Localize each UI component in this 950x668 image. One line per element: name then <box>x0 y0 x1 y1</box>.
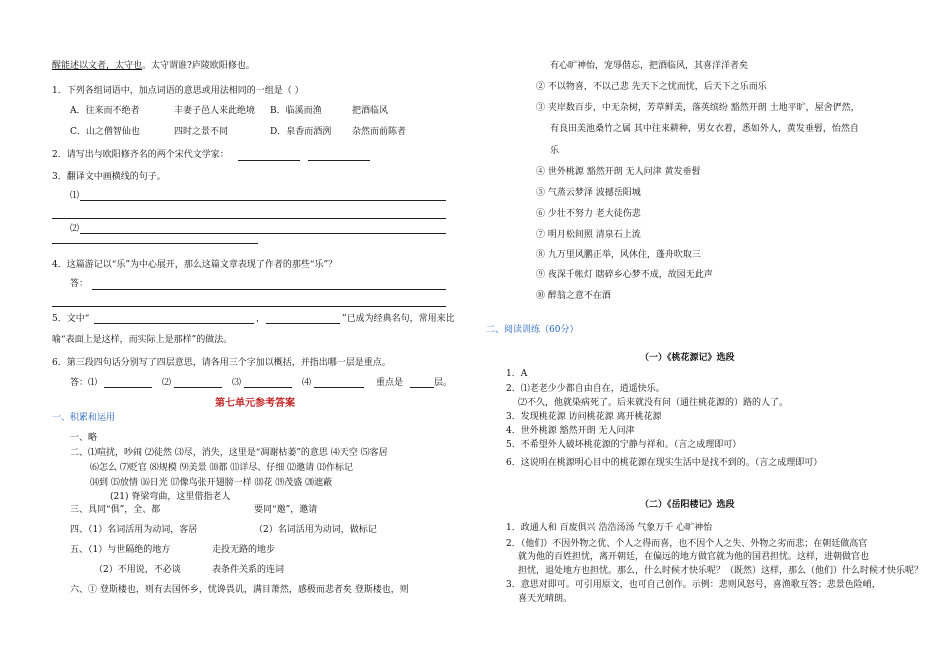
right-line-8: ⑥ 少壮不努力 老大徒伤悲 <box>536 209 641 219</box>
answer-line <box>80 233 446 234</box>
reading-1-answer-3: 3．发现桃花源 访问桃花源 离开桃花源 <box>506 412 662 422</box>
right-line-5: 乐 <box>550 146 560 156</box>
answer-line <box>52 218 446 219</box>
subsection-1-title: （一）《桃花源记》选段 <box>640 353 735 363</box>
reading-2-answer-1: 1．政通人和 百废俱兴 浩浩汤汤 气象万千 心旷神怡 <box>506 523 713 533</box>
q1-option-a2: 丰妻子邑人来此绝境 <box>174 106 256 116</box>
answer-1: 一、略 <box>70 433 98 443</box>
answer-4-b: （2）名词活用为动词，做标记 <box>254 525 377 535</box>
q1-option-b2: 把酒临风 <box>352 106 389 116</box>
reading-1-answer-1: 1．A <box>506 369 528 379</box>
right-line-1: 有心旷神怡，宠辱偕忘，把酒临风，其喜洋洋者矣 <box>550 61 749 71</box>
answer-line <box>52 306 446 307</box>
answer-line <box>92 289 446 290</box>
question-5-c: ”已成为经典名句，常用来比 <box>342 314 455 324</box>
right-line-7: ⑤ 气蒸云梦泽 波撼岳阳城 <box>536 188 641 198</box>
q1-option-c2: 四时之景不同 <box>174 127 229 137</box>
reading-2-answer-3b: 喜天光晴朗。 <box>518 594 573 604</box>
q3-item-2: ⑵ <box>70 224 80 234</box>
answer-5-d: 表条件关系的连词 <box>212 565 285 575</box>
answer-5-c: （2）不用说，不必谈 <box>94 565 181 575</box>
q6-focus-label: 重点是 <box>376 378 404 388</box>
q4-answer-label: 答： <box>70 279 89 289</box>
underlined-sentence: 醒能述以文者，太守也 <box>52 61 143 71</box>
right-line-9: ⑦ 明月松间照 清泉石上流 <box>536 230 641 240</box>
reading-2-answer-3a: 3．意思对即可。可引用原文，也可自己创作。示例：悲则风怒号，喜渔歌互答；悲景色险峭， <box>506 580 881 590</box>
reading-2-answer-2c: 担忧，退处地方也担忧。那么，什么时候才快乐呢？（既然）这样，那么（他们）什么时候才快乐呢？ <box>518 566 924 576</box>
reading-1-answer-5: 5．不希望外人破坏桃花源的宁静与祥和。（言之成理即可） <box>506 440 742 450</box>
question-3: 3．翻译文中画横线的句子。 <box>52 172 166 182</box>
section-2-heading: 二、阅读训练（60分） <box>486 325 579 335</box>
question-5-d: 喻“表面上是这样，而实际上是那样”的做法。 <box>52 335 233 345</box>
question-5-b: ， <box>256 314 266 324</box>
answer-3-a: 三、具同“俱”，全、都 <box>70 505 161 515</box>
question-4: 4．这篇游记以“乐”为中心展开，那么这篇文章表现了作者的那些“乐”？ <box>52 260 338 270</box>
q1-option-d: D．泉香而酒洌 <box>270 127 332 137</box>
reading-1-answer-2a: 2．⑴老老少少都自由自在，逍遥快乐。 <box>506 384 665 394</box>
answer-6: 六、① 登斯楼也，则有去国怀乡，忧谗畏讥，满目萧然，感极而悲者矣 登斯楼也，则 <box>70 585 409 595</box>
answer-2-line-4: (21) 脊梁弯曲，这里借指老人 <box>110 492 231 502</box>
answer-blank <box>244 387 292 388</box>
answer-2-line-3: ⒁到 ⒂放情 ⒃日光 ⒄像鸟张开翅膀一样 ⒅花 ⒆茂盛 ⒇遮蔽 <box>90 478 333 488</box>
answer-line <box>52 243 258 244</box>
answer-key-title: 第七单元参考答案 <box>215 398 295 409</box>
answer-blank <box>238 160 300 161</box>
q1-option-c: C．山之僧智仙也 <box>70 127 140 137</box>
answer-blank <box>314 387 364 388</box>
subsection-2-title: （二）《岳阳楼记》选段 <box>640 500 735 510</box>
q6-answer-label: 答：⑴ <box>70 378 98 388</box>
reading-2-answer-2b: 就为他的百姓担忧，离开朝廷，在偏远的地方做官就为他的国君担忧。这样，进朝做官也 <box>518 552 870 562</box>
answer-4-a: 四、（1）名词活用为动词，客居 <box>70 525 198 535</box>
q1-option-b: B．临溪而渔 <box>270 106 322 116</box>
question-5-a: 5．文中“ <box>52 314 90 324</box>
q3-item-1: ⑴ <box>70 191 80 201</box>
answer-2-line-2: ⑹怎么 ⑺贬官 ⑻规模 ⑼美景 ⑽都 ⑾详尽、仔细 ⑿邀请 ⒀作标记 <box>90 463 354 473</box>
section-1-heading: 一、积累和运用 <box>52 413 116 423</box>
q6-item-3: ⑶ <box>232 378 242 388</box>
right-line-2: ② 不以物喜，不以己悲 先天下之忧而忧，后天下之乐而乐 <box>536 82 767 92</box>
answer-3-b: 要同“邀”，邀请 <box>254 505 318 515</box>
answer-blank <box>410 387 434 388</box>
reading-2-answer-2a: 2．（他们）不因外物之优、个人之得而喜，也不因个人之失、外物之劣而悲；在朝廷做高官 <box>506 539 868 549</box>
answer-blank <box>308 160 370 161</box>
right-line-12: ⑩ 醉翁之意不在酒 <box>536 291 611 301</box>
q1-option-a: A．往来而不绝者 <box>70 106 140 116</box>
top-line: 醒能述以文者，太守也。太守谓谁?庐陵欧阳修也。 <box>52 61 255 71</box>
question-2: 2．请写出与欧阳修齐名的两个宋代文学家： <box>52 150 229 160</box>
answer-blank <box>94 323 254 324</box>
q6-layer-label: 层。 <box>434 378 453 388</box>
reading-1-answer-2b: ⑵不久，他就染病死了。后来就没有问（通往桃花源的）路的人了。 <box>518 398 789 408</box>
answer-5-a: 五、（1）与世隔绝的地方 <box>70 545 171 555</box>
answer-5-b: 走投无路的地步 <box>212 545 276 555</box>
q6-item-4: ⑷ <box>302 378 312 388</box>
answer-blank <box>104 387 152 388</box>
right-line-4: 有良田美池桑竹之属 其中往来耕种，男女衣着，悉如外人，黄发垂髫，怡然自 <box>550 124 859 134</box>
right-line-3: ③ 夹岸数百步，中无杂树，芳草鲜美，落英缤纷 豁然开朗 土地平旷，屋舍俨然， <box>536 103 860 113</box>
question-6: 6．第三段四句话分别写了四层意思，请各用三个字加以概括，并指出哪一层是重点。 <box>52 358 391 368</box>
answer-line <box>80 200 446 201</box>
right-line-11: ⑨ 夜深千帐灯 瞎碎乡心梦不成，故园无此声 <box>536 270 713 280</box>
right-line-10: ⑧ 九万里风鹏正举，风休住，蓬舟吹取三 <box>536 250 701 260</box>
right-line-6: ④ 世外桃源 豁然开朗 无人问津 黄发垂髫 <box>536 167 701 177</box>
answer-blank <box>266 323 340 324</box>
answer-blank <box>174 387 222 388</box>
q1-option-d2: 杂然而前陈者 <box>352 127 407 137</box>
q6-item-2: ⑵ <box>162 378 172 388</box>
reading-1-answer-4: 4．世外桃源 豁然开朗 无人问津 <box>506 426 635 436</box>
answer-2: 二、⑴喧扰，吵闹 ⑵徒然 ⑶尽，消失，这里是“凋谢枯萎”的意思 ⑷天空 ⑸客居 <box>70 448 388 458</box>
reading-1-answer-6: 6．这说明在桃源明心目中的桃花源在现实生活中是找不到的。（言之成理即可） <box>506 458 823 468</box>
question-1: 1．下列各组词语中，加点词语的意思或用法相同的一组是（ ） <box>52 86 304 96</box>
